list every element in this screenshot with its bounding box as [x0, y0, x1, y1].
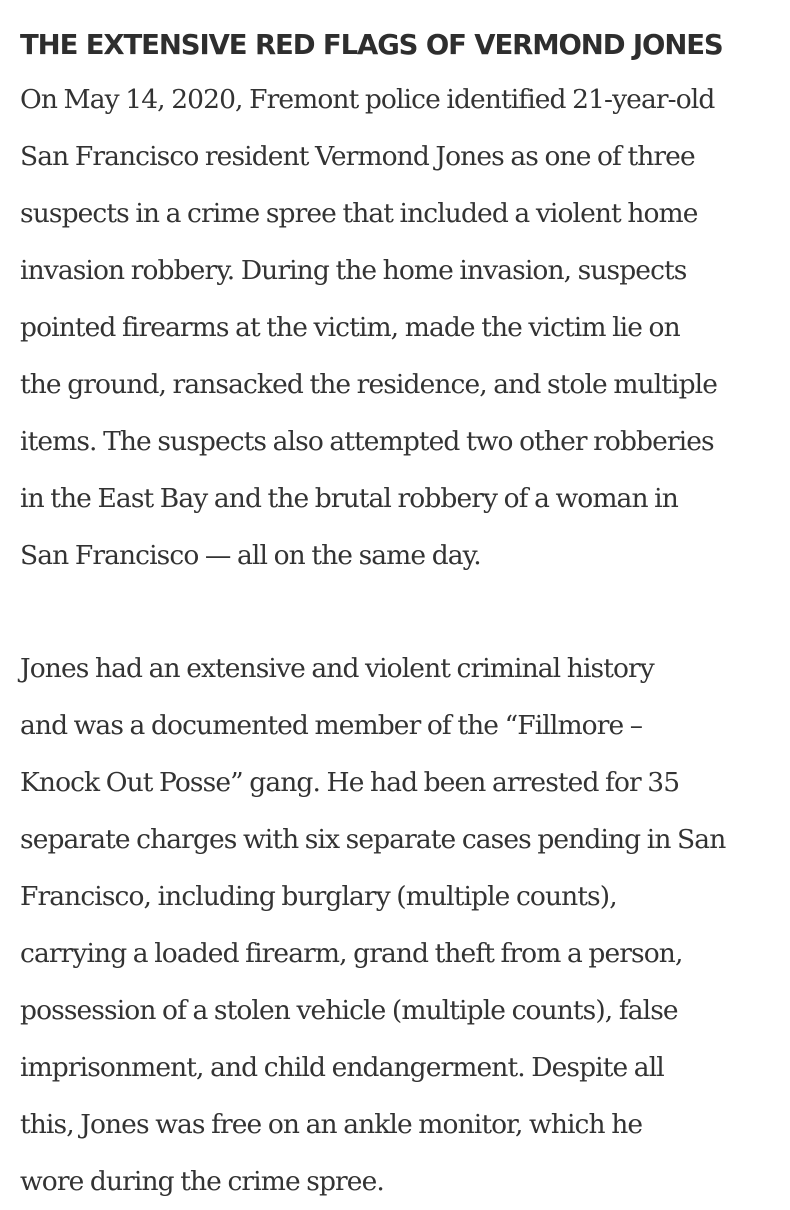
paragraph-line: wore during the crime spree. — [20, 1166, 384, 1197]
paragraph-1 — [20, 71, 780, 584]
paragraph-line: suspects in a crime spree that included a violent home — [20, 198, 698, 229]
article-heading: THE EXTENSIVE RED FLAGS OF VERMOND JONES — [20, 29, 723, 61]
paragraph-line: separate charges with six separate cases pending in San — [20, 824, 726, 855]
paragraph-line: the ground, ransacked the residence, and stole multiple — [20, 369, 718, 400]
paragraph-line: San Francisco — all on the same day. — [20, 540, 481, 571]
article — [20, 22, 780, 1210]
paragraph-line: Francisco, including burglary (multiple counts), — [20, 881, 617, 912]
paragraph-line: items. The suspects also attempted two other robberies — [20, 426, 714, 457]
paragraph-line: carrying a loaded firearm, grand theft from a person, — [20, 938, 683, 969]
paragraph-line: Jones had an extensive and violent criminal history — [20, 653, 654, 684]
paragraph-line: Knock Out Posse” gang. He had been arrested for 35 — [20, 767, 680, 798]
paragraph-line: and was a documented member of the “Fillmore – — [20, 710, 643, 741]
paragraph-line: invasion robbery. During the home invasion, suspects — [20, 255, 687, 286]
paragraph-2 — [20, 640, 780, 1210]
paragraph-line: San Francisco resident Vermond Jones as one of three — [20, 141, 695, 172]
paragraph-line: imprisonment, and child endangerment. Despite all — [20, 1052, 664, 1083]
paragraph-line: On May 14, 2020, Fremont police identified 21-year-old — [20, 84, 715, 115]
paragraph-line: pointed firearms at the victim, made the victim lie on — [20, 312, 680, 343]
paragraph-line: possession of a stolen vehicle (multiple counts), false — [20, 995, 678, 1026]
paragraph-line: this, Jones was free on an ankle monitor, which he — [20, 1109, 643, 1140]
paragraph-line: in the East Bay and the brutal robbery of a woman in — [20, 483, 678, 514]
